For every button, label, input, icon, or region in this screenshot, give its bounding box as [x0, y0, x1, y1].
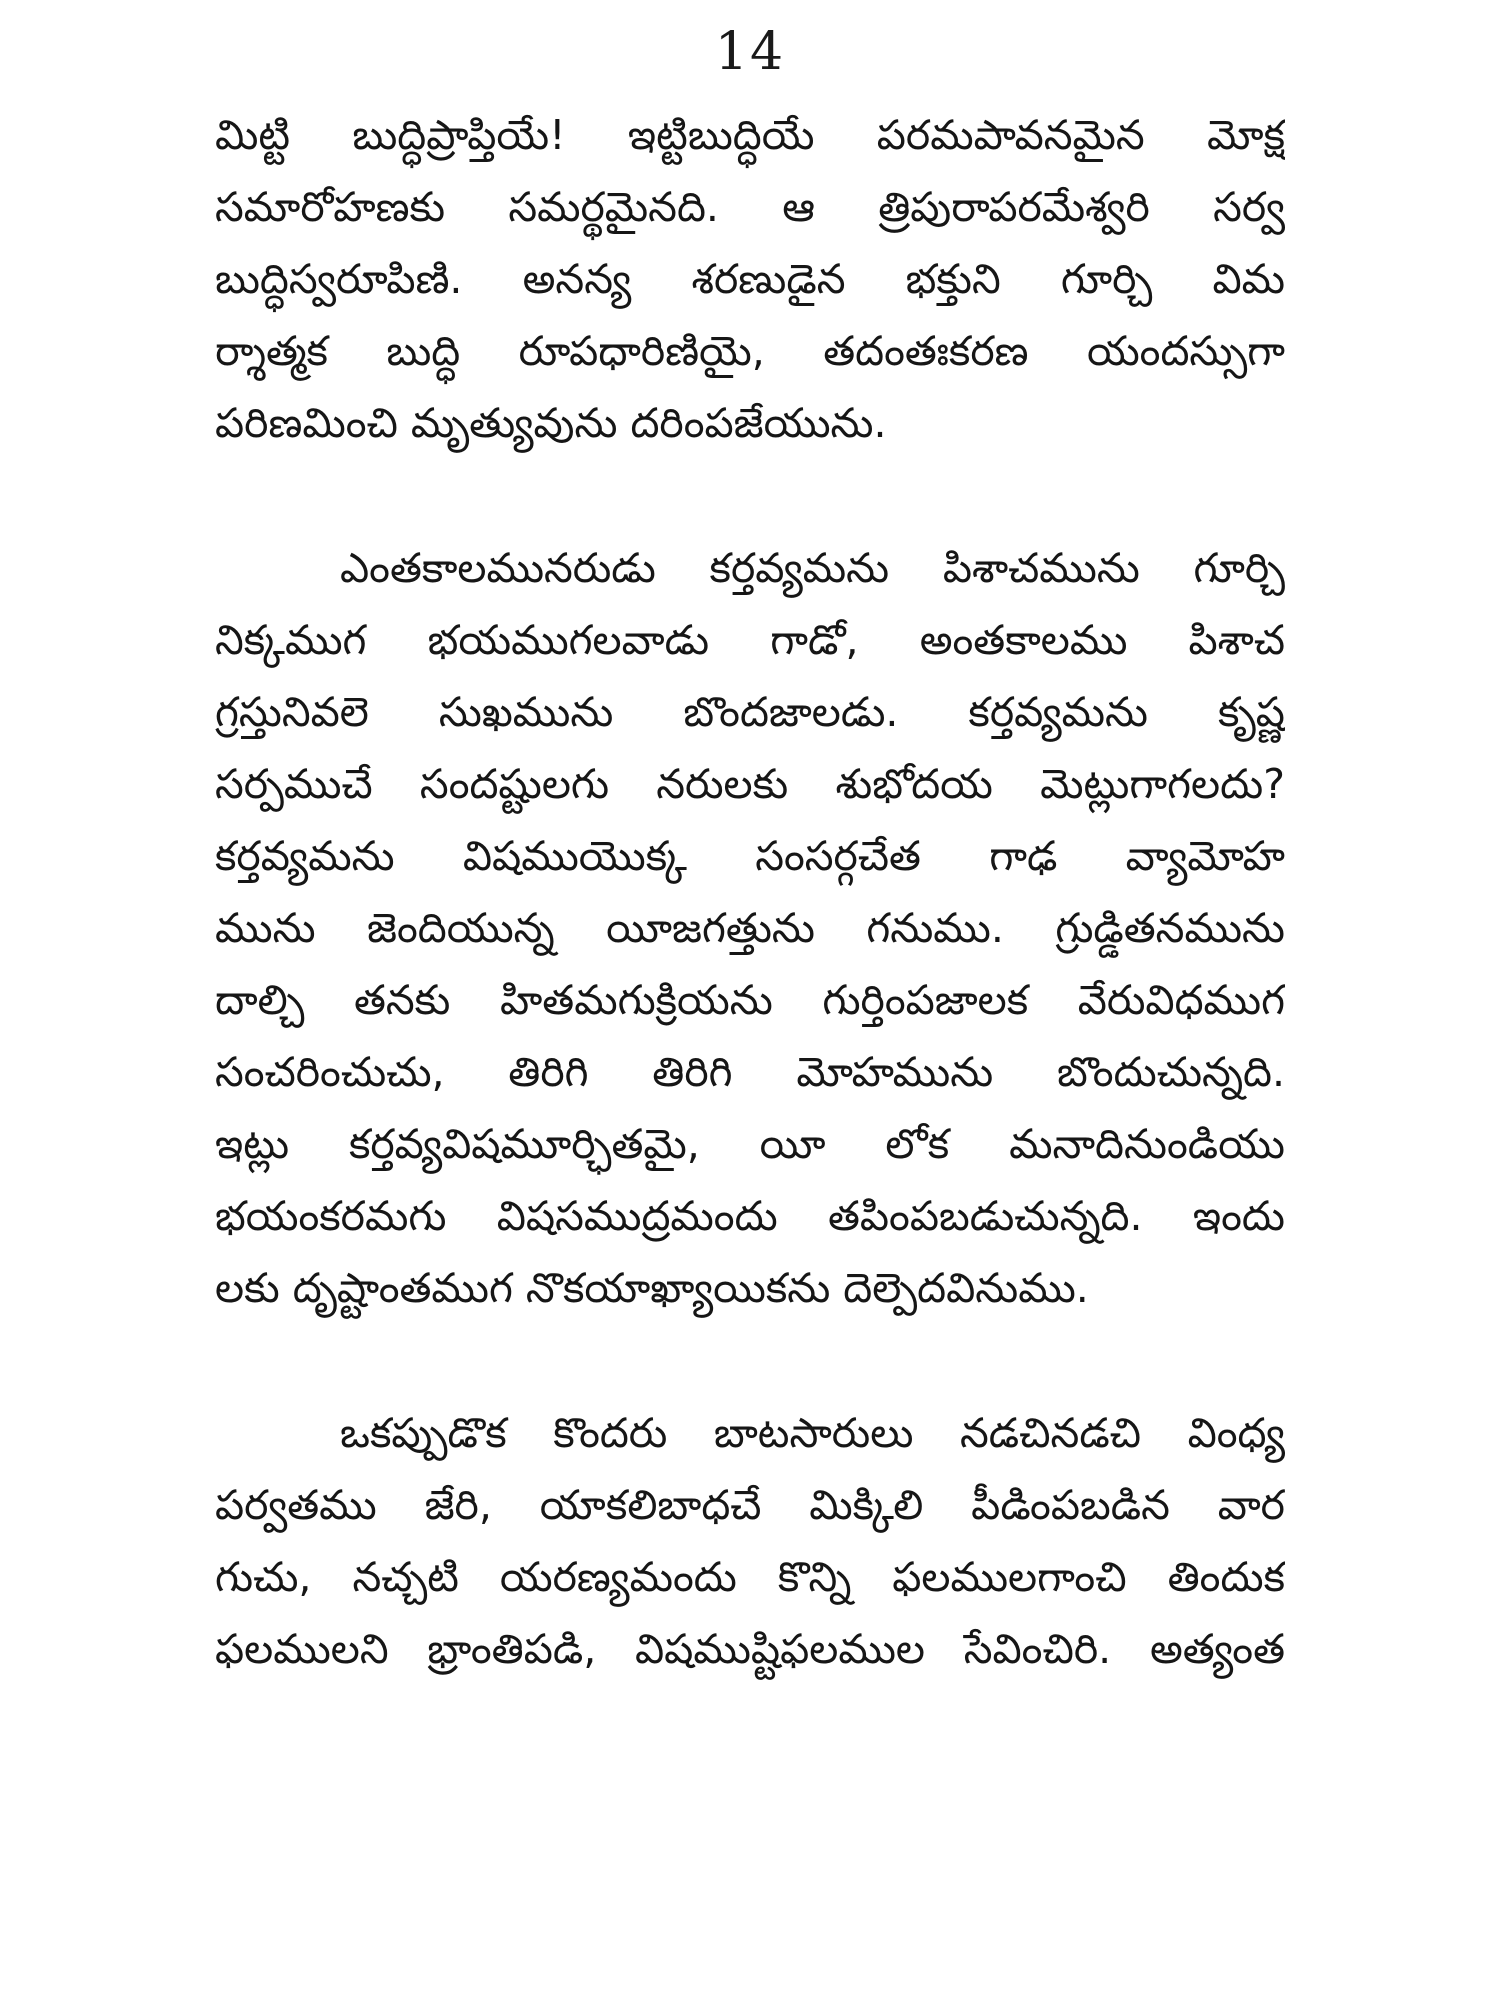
paragraph-2-line-6: మును జెందియున్న యీజగత్తును గనుము. గ్రుడ్డితనమును	[215, 904, 1285, 952]
paragraph-2-line-11: లకు దృష్టాంతముగ నొకయాఖ్యాయికను దెల్పెదవినుము.	[215, 1264, 1089, 1312]
paragraph-3-line-2: పర్వతము జేరి, యాకలిబాధచే మిక్కిలి పీడింపబడిన వార	[215, 1481, 1285, 1529]
paragraph-2-line-2: నిక్కముగ భయముగలవాడు గాడో, అంతకాలము పిశాచ	[215, 616, 1285, 664]
paragraph-2-line-3: గ్రస్తునివలె సుఖమును బొందజాలడు. కర్తవ్యమను కృష్ణ	[215, 688, 1285, 736]
paragraph-1-line-3: బుద్ధిస్వరూపిణి. అనన్య శరణుడైన భక్తుని గూర్చి విమ	[215, 255, 1285, 303]
paragraph-3-line-3: గుచు, నచ్చటి యరణ్యమందు కొన్ని ఫలములగాంచి తిందుక	[215, 1553, 1285, 1601]
paragraph-2-line-8: సంచరించుచు, తిరిగి తిరిగి మోహమును బొందుచున్నది.	[215, 1048, 1285, 1096]
paragraph-2-line-7: దాల్చి తనకు హితమగుక్రియను గుర్తింపజాలక వేరువిధముగ	[215, 976, 1285, 1024]
paragraph-2-line-1: ఎంతకాలమునరుడు కర్తవ్యమను పిశాచమును గూర్చి	[340, 544, 1285, 592]
paragraph-2-line-5: కర్తవ్యమను విషముయొక్క సంసర్గచేత గాఢ వ్యామోహ	[215, 832, 1285, 880]
paragraph-2-line-9: ఇట్లు కర్తవ్యవిషమూర్ఛితమై, యీ లోక మనాదినుండియు	[215, 1120, 1285, 1168]
paragraph-3-line-4: ఫలములని భ్రాంతిపడి, విషముష్టిఫలముల సేవించిరి. అత్యంత	[215, 1625, 1285, 1673]
paragraph-1-line-4: ర్శాత్మక బుద్ధి రూపధారిణియై, తదంతఃకరణ యందస్సుగా	[215, 327, 1285, 375]
paragraph-3-line-1: ఒకప్పుడొక కొందరు బాటసారులు నడచినడచి వింధ్య	[340, 1409, 1285, 1457]
page-number: 14	[714, 22, 786, 82]
paragraph-1-line-2: సమారోహణకు సమర్థమైనది. ఆ త్రిపురాపరమేశ్వరి సర్వ	[215, 183, 1285, 231]
paragraph-1-line-1: మిట్టి బుద్ధిప్రాప్తియే! ఇట్టిబుద్ధియే పరమపావనమైన మోక్ష	[215, 111, 1285, 159]
paragraph-1-line-5: పరిణమించి మృత్యువును దరింపజేయును.	[215, 399, 887, 447]
paragraph-2-line-10: భయంకరమగు విషసముద్రమందు తపింపబడుచున్నది. ఇందు	[215, 1192, 1285, 1240]
paragraph-2-line-4: సర్పముచే సందష్టులగు నరులకు శుభోదయ మెట్లుగాగలదు?	[215, 760, 1285, 808]
